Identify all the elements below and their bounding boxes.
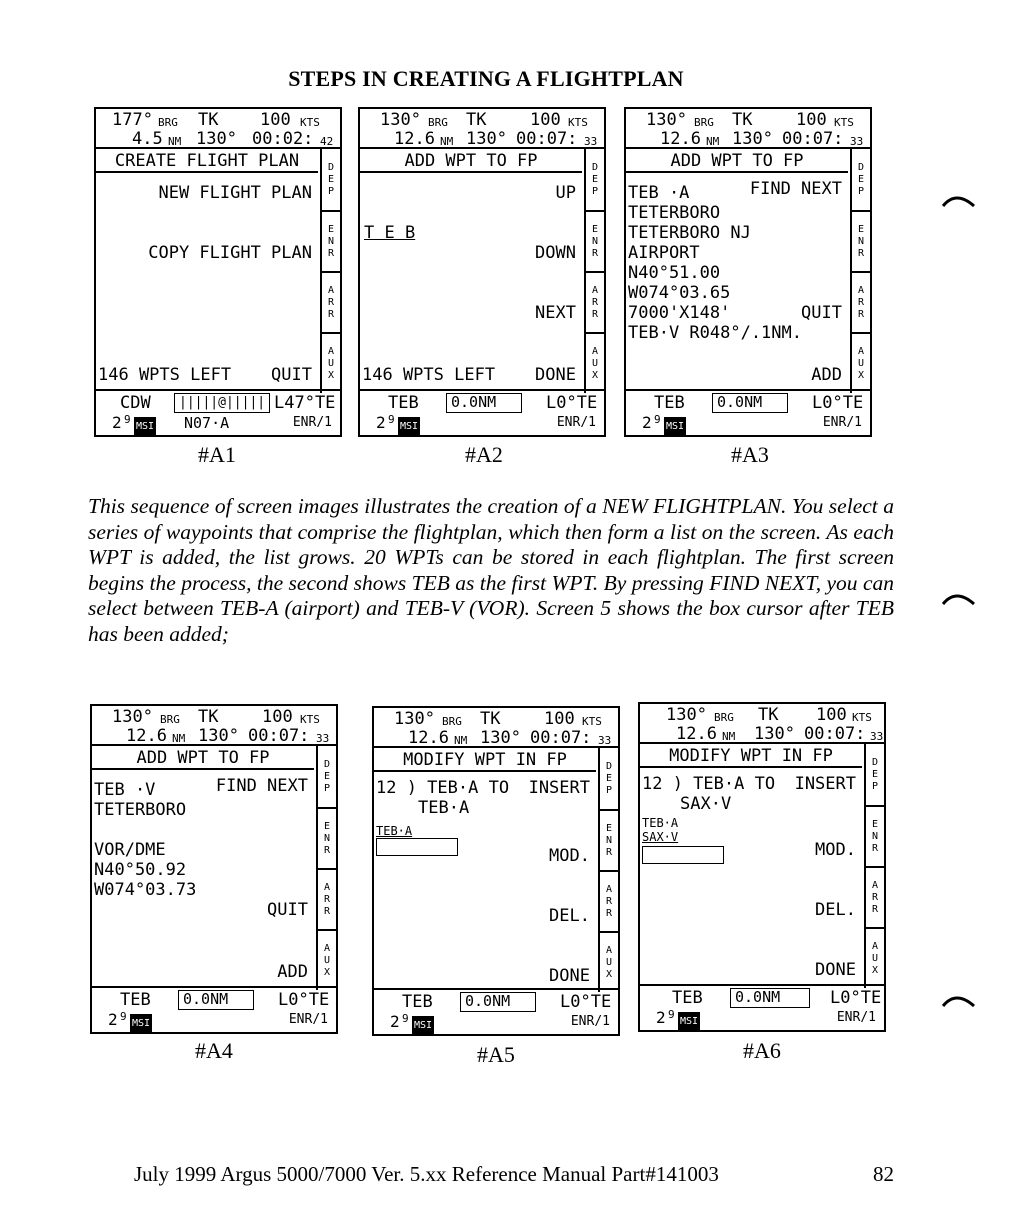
runway-info: 7000'X148' bbox=[628, 303, 731, 323]
margin-mark bbox=[942, 590, 976, 606]
dep-key[interactable]: D E P bbox=[598, 748, 618, 809]
caption-a4: #A4 bbox=[195, 1038, 233, 1063]
soft-key-column bbox=[320, 149, 340, 393]
speed-value: 100 bbox=[544, 709, 575, 729]
time-value: 00:02: bbox=[252, 129, 314, 149]
altitude-superscript: 9 bbox=[120, 1010, 127, 1023]
down-option[interactable]: DOWN bbox=[535, 243, 576, 263]
time-value: 00:07: bbox=[530, 728, 592, 748]
waypoint-index: 12 ) TEB·A TO bbox=[642, 774, 776, 794]
screen-title: MODIFY WPT IN FP bbox=[374, 748, 596, 772]
time-seconds: 33 bbox=[850, 135, 864, 148]
bearing-label: BRG bbox=[694, 116, 714, 129]
course-value: 130° bbox=[732, 129, 773, 149]
modify-option[interactable]: MOD. bbox=[815, 840, 856, 860]
screen-body bbox=[640, 744, 884, 988]
active-waypoint: TEB bbox=[654, 393, 685, 413]
distance-value: 12.6 bbox=[676, 724, 717, 744]
active-waypoint: TEB bbox=[672, 988, 703, 1008]
speed-unit: KTS bbox=[852, 711, 872, 724]
screen-footer bbox=[374, 988, 618, 1034]
bearing-label: BRG bbox=[160, 713, 180, 726]
arr-key[interactable]: A R R bbox=[850, 271, 870, 332]
bearing-to-waypoint: L0°TE bbox=[278, 990, 330, 1010]
screen-title: ADD WPT TO FP bbox=[626, 149, 848, 173]
quit-option[interactable]: QUIT bbox=[271, 365, 312, 385]
status-bar bbox=[360, 109, 604, 149]
track-label: TK bbox=[466, 110, 487, 130]
done-option[interactable]: DONE bbox=[815, 960, 856, 980]
caption-a6: #A6 bbox=[743, 1038, 781, 1063]
distance-value: 12.6 bbox=[394, 129, 435, 149]
track-label: TK bbox=[198, 707, 219, 727]
caption-a5: #A5 bbox=[477, 1042, 515, 1067]
time-value: 00:07: bbox=[804, 724, 866, 744]
aux-key[interactable]: A U X bbox=[316, 929, 336, 990]
dep-key[interactable]: D E P bbox=[316, 746, 336, 807]
waypoint-longitude: W074°03.73 bbox=[94, 880, 197, 900]
dep-key[interactable]: D E P bbox=[320, 149, 340, 210]
caption-a1: #A1 bbox=[198, 442, 236, 467]
distance-box: 0.0NM bbox=[460, 992, 536, 1012]
copy-flight-plan-option[interactable]: COPY FLIGHT PLAN bbox=[148, 243, 312, 263]
screen-footer bbox=[626, 389, 870, 435]
insert-option[interactable]: INSERT bbox=[528, 778, 590, 798]
next-option[interactable]: NEXT bbox=[535, 303, 576, 323]
bearing-value: 130° bbox=[666, 705, 707, 725]
msi-indicator: MSI bbox=[398, 417, 420, 437]
msi-indicator: MSI bbox=[664, 417, 686, 437]
waypoint-type: AIRPORT bbox=[628, 243, 700, 263]
distance-unit: NM bbox=[172, 732, 186, 745]
waypoint-entry[interactable]: T E B bbox=[364, 223, 416, 243]
msi-indicator: MSI bbox=[678, 1012, 700, 1032]
distance-unit: NM bbox=[454, 734, 468, 747]
screen-body bbox=[626, 149, 870, 393]
waypoint-city-state: TETERBORO NJ bbox=[628, 223, 751, 243]
find-next-option[interactable]: FIND NEXT bbox=[749, 179, 842, 199]
bearing-to-waypoint: L47°TE bbox=[274, 393, 336, 413]
active-waypoint: TEB bbox=[388, 393, 419, 413]
altitude-value: 2 bbox=[376, 413, 386, 432]
insert-option[interactable]: INSERT bbox=[794, 774, 856, 794]
arr-key[interactable]: A R R bbox=[598, 870, 618, 931]
screen-a5 bbox=[372, 706, 620, 1036]
soft-key-column bbox=[584, 149, 604, 393]
bearing-label: BRG bbox=[442, 715, 462, 728]
bearing-value: 130° bbox=[112, 707, 153, 727]
altitude-superscript: 9 bbox=[124, 413, 131, 426]
screen-a3 bbox=[624, 107, 872, 437]
screen-body bbox=[96, 149, 340, 393]
waypoint-id: TEB ·A bbox=[628, 183, 690, 203]
status-bar bbox=[374, 708, 618, 748]
target-waypoint: TEB·A bbox=[418, 798, 470, 818]
bearing-label: BRG bbox=[428, 116, 448, 129]
distance-box: 0.0NM bbox=[178, 990, 254, 1010]
waypoint-longitude: W074°03.65 bbox=[628, 283, 731, 303]
enr-key[interactable]: E N R bbox=[316, 807, 336, 868]
quit-option[interactable]: QUIT bbox=[801, 303, 842, 323]
aux-key[interactable]: A U X bbox=[864, 927, 884, 988]
speed-unit: KTS bbox=[300, 713, 320, 726]
aux-key[interactable]: A U X bbox=[584, 332, 604, 393]
msi-indicator: MSI bbox=[130, 1014, 152, 1034]
flightplan-list-item[interactable]: TEB·A bbox=[642, 816, 679, 830]
time-value: 00:07: bbox=[782, 129, 844, 149]
bearing-to-waypoint: L0°TE bbox=[812, 393, 864, 413]
page-footer bbox=[134, 1162, 894, 1187]
bearing-label: BRG bbox=[158, 116, 178, 129]
speed-unit: KTS bbox=[582, 715, 602, 728]
find-next-option[interactable]: FIND NEXT bbox=[215, 776, 308, 796]
speed-value: 100 bbox=[262, 707, 293, 727]
course-value: 130° bbox=[754, 724, 795, 744]
waypoints-left: 146 WPTS LEFT bbox=[98, 365, 232, 385]
soft-key-column bbox=[850, 149, 870, 393]
description-paragraph: This sequence of screen images illustrates the creation of a NEW FLIGHTPLAN. You select a series of waypoints that comprise the flightplan, which then form a list on the screen. As each WPT is added, the list grows. 20 WPTs can be stored in each flightplan. The first screen begins the process, the second shows TEB as the first WPT. By pressing FIND NEXT, you can select between TEB-A (airport) and TEB-V (VOR). Screen 5 shows the box cursor after TEB has been added; bbox=[88, 494, 894, 646]
time-seconds: 42 bbox=[320, 135, 334, 148]
mode-indicator: ENR/1 bbox=[836, 1010, 876, 1025]
screen-body bbox=[92, 746, 336, 990]
waypoint-id: TEB ·V bbox=[94, 780, 156, 800]
screen-body bbox=[374, 748, 618, 992]
up-option[interactable]: UP bbox=[555, 183, 576, 203]
bearing-value: 130° bbox=[394, 709, 435, 729]
aux-key[interactable]: A U X bbox=[598, 931, 618, 992]
course-value: 130° bbox=[196, 129, 237, 149]
aux-key[interactable]: A U X bbox=[850, 332, 870, 393]
screen-footer bbox=[96, 389, 340, 435]
track-label: TK bbox=[732, 110, 753, 130]
screen-a1 bbox=[94, 107, 342, 437]
screen-footer bbox=[640, 984, 884, 1030]
waypoint-name: TETERBORO bbox=[628, 203, 721, 223]
altitude-value: 2 bbox=[390, 1012, 400, 1031]
screen-body bbox=[360, 149, 604, 393]
waypoints-left: 146 WPTS LEFT bbox=[362, 365, 496, 385]
mode-indicator: ENR/1 bbox=[292, 415, 332, 430]
time-value: 00:07: bbox=[516, 129, 578, 149]
screen-a2 bbox=[358, 107, 606, 437]
margin-mark bbox=[942, 192, 976, 208]
mode-indicator: ENR/1 bbox=[570, 1014, 610, 1029]
new-flight-plan-option[interactable]: NEW FLIGHT PLAN bbox=[158, 183, 312, 203]
add-option[interactable]: ADD bbox=[277, 962, 308, 982]
modify-option[interactable]: MOD. bbox=[549, 846, 590, 866]
time-seconds: 33 bbox=[584, 135, 598, 148]
speed-value: 100 bbox=[816, 705, 847, 725]
speed-unit: KTS bbox=[568, 116, 588, 129]
altitude-value: 2 bbox=[108, 1010, 118, 1029]
bearing-value: 177° bbox=[112, 110, 153, 130]
screen-title: ADD WPT TO FP bbox=[92, 746, 314, 770]
done-option[interactable]: DONE bbox=[535, 365, 576, 385]
msi-indicator: MSI bbox=[134, 417, 156, 437]
track-label: TK bbox=[758, 705, 779, 725]
course-value: 130° bbox=[198, 726, 239, 746]
distance-box: 0.0NM bbox=[730, 988, 810, 1008]
dep-key[interactable]: D E P bbox=[864, 744, 884, 805]
screen-title: ADD WPT TO FP bbox=[360, 149, 582, 173]
box-cursor[interactable] bbox=[642, 846, 724, 864]
time-seconds: 33 bbox=[316, 732, 330, 745]
distance-unit: NM bbox=[722, 730, 736, 743]
active-waypoint: CDW bbox=[120, 393, 151, 413]
arr-key[interactable]: A R R bbox=[320, 271, 340, 332]
status-bar bbox=[626, 109, 870, 149]
screen-title: MODIFY WPT IN FP bbox=[640, 744, 862, 768]
screen-footer bbox=[92, 986, 336, 1032]
course-value: 130° bbox=[466, 129, 507, 149]
soft-key-column bbox=[864, 744, 884, 988]
time-seconds: 33 bbox=[598, 734, 612, 747]
arr-key[interactable]: A R R bbox=[584, 271, 604, 332]
distance-value: 12.6 bbox=[408, 728, 449, 748]
waypoint-index: 12 ) TEB·A TO bbox=[376, 778, 510, 798]
enr-key[interactable]: E N R bbox=[850, 210, 870, 271]
soft-key-column bbox=[598, 748, 618, 992]
distance-unit: NM bbox=[168, 135, 182, 148]
arr-key[interactable]: A R R bbox=[864, 866, 884, 927]
dep-key[interactable]: D E P bbox=[584, 149, 604, 210]
mode-indicator: ENR/1 bbox=[556, 415, 596, 430]
altitude-superscript: 9 bbox=[402, 1012, 409, 1025]
delete-option[interactable]: DEL. bbox=[549, 906, 590, 926]
screen-footer bbox=[360, 389, 604, 435]
screen-title: CREATE FLIGHT PLAN bbox=[96, 149, 318, 173]
next-waypoint: N07·A bbox=[184, 414, 230, 432]
speed-value: 100 bbox=[796, 110, 827, 130]
altitude-value: 2 bbox=[642, 413, 652, 432]
active-waypoint: TEB bbox=[120, 990, 151, 1010]
bearing-value: 130° bbox=[646, 110, 687, 130]
track-label: TK bbox=[198, 110, 219, 130]
time-value: 00:07: bbox=[248, 726, 310, 746]
waypoint-type: VOR/DME bbox=[94, 840, 166, 860]
page-number: 82 bbox=[873, 1162, 894, 1186]
distance-value: 12.6 bbox=[126, 726, 167, 746]
delete-option[interactable]: DEL. bbox=[815, 900, 856, 920]
aux-key[interactable]: A U X bbox=[320, 332, 340, 393]
speed-value: 100 bbox=[530, 110, 561, 130]
speed-unit: KTS bbox=[834, 116, 854, 129]
flightplan-list-item[interactable]: SAX·V bbox=[642, 830, 679, 844]
bearing-label: BRG bbox=[714, 711, 734, 724]
screen-a4 bbox=[90, 704, 338, 1034]
waypoint-latitude: N40°51.00 bbox=[628, 263, 721, 283]
enr-key[interactable]: E N R bbox=[864, 805, 884, 866]
target-waypoint: SAX·V bbox=[680, 794, 732, 814]
done-option[interactable]: DONE bbox=[549, 966, 590, 986]
altitude-superscript: 9 bbox=[654, 413, 661, 426]
distance-box: 0.0NM bbox=[446, 393, 522, 413]
msi-indicator: MSI bbox=[412, 1016, 434, 1036]
distance-value: 4.5 bbox=[132, 129, 163, 149]
distance-box: 0.0NM bbox=[712, 393, 788, 413]
bearing-value: 130° bbox=[380, 110, 421, 130]
enr-key[interactable]: E N R bbox=[320, 210, 340, 271]
page-heading: STEPS IN CREATING A FLIGHTPLAN bbox=[288, 66, 684, 91]
flightplan-list-item[interactable]: TEB·A bbox=[376, 824, 413, 838]
arr-key[interactable]: A R R bbox=[316, 868, 336, 929]
bearing-to-waypoint: L0°TE bbox=[830, 988, 882, 1008]
speed-value: 100 bbox=[260, 110, 291, 130]
enr-key[interactable]: E N R bbox=[584, 210, 604, 271]
footer-text: July 1999 Argus 5000/7000 Ver. 5.xx Reference Manual Part#141003 bbox=[134, 1162, 719, 1186]
dep-key[interactable]: D E P bbox=[850, 149, 870, 210]
caption-a3: #A3 bbox=[731, 442, 769, 467]
status-bar bbox=[640, 704, 884, 744]
waypoint-latitude: N40°50.92 bbox=[94, 860, 187, 880]
active-waypoint: TEB bbox=[402, 992, 433, 1012]
cdi-indicator: |||||@||||| bbox=[174, 393, 270, 413]
screen-a6 bbox=[638, 702, 886, 1032]
distance-unit: NM bbox=[706, 135, 720, 148]
caption-a2: #A2 bbox=[465, 442, 503, 467]
bearing-to-waypoint: L0°TE bbox=[560, 992, 612, 1012]
altitude-value: 2 bbox=[112, 413, 122, 432]
nearby-navaid: TEB·V R048°/.1NM. bbox=[628, 323, 802, 343]
mode-indicator: ENR/1 bbox=[822, 415, 862, 430]
soft-key-column bbox=[316, 746, 336, 990]
enr-key[interactable]: E N R bbox=[598, 809, 618, 870]
margin-mark bbox=[942, 992, 976, 1008]
status-bar bbox=[96, 109, 340, 149]
time-seconds: 33 bbox=[870, 730, 884, 743]
altitude-superscript: 9 bbox=[668, 1008, 675, 1021]
distance-value: 12.6 bbox=[660, 129, 701, 149]
status-bar bbox=[92, 706, 336, 746]
speed-unit: KTS bbox=[300, 116, 320, 129]
add-option[interactable]: ADD bbox=[811, 365, 842, 385]
altitude-superscript: 9 bbox=[388, 413, 395, 426]
box-cursor[interactable] bbox=[376, 838, 458, 856]
altitude-value: 2 bbox=[656, 1008, 666, 1027]
quit-option[interactable]: QUIT bbox=[267, 900, 308, 920]
distance-unit: NM bbox=[440, 135, 454, 148]
waypoint-name: TETERBORO bbox=[94, 800, 187, 820]
bearing-to-waypoint: L0°TE bbox=[546, 393, 598, 413]
course-value: 130° bbox=[480, 728, 521, 748]
mode-indicator: ENR/1 bbox=[288, 1012, 328, 1027]
track-label: TK bbox=[480, 709, 501, 729]
